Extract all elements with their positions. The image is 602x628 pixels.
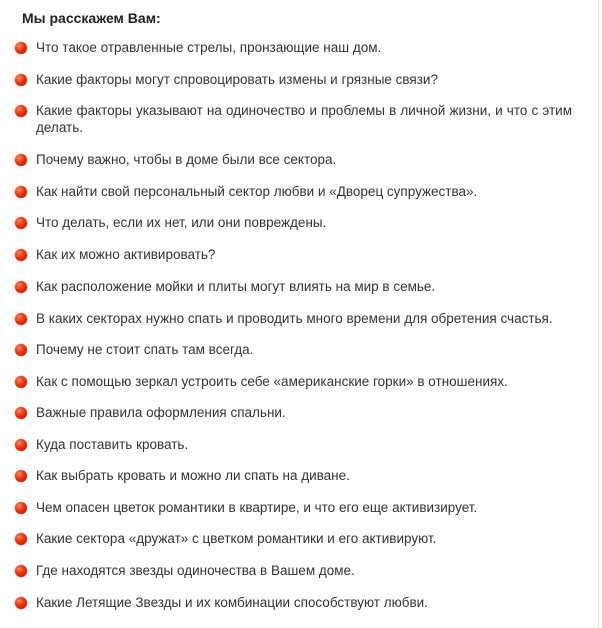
list-item-text: Какие Летящие Звезды и их комбинации способствуют любви. (36, 595, 428, 610)
list-item-text: Какие факторы указывают на одиночество и проблемы в личной жизни, и что с этим делать. (36, 103, 572, 135)
list-item-text: Чем опасен цветок романтики в квартире, и что его еще активизирует. (36, 500, 478, 515)
list-item-text: Как их можно активировать? (36, 247, 216, 262)
list-item-text: Что делать, если их нет, или они повреждены. (36, 215, 327, 230)
red-circle-bullet-icon (15, 344, 27, 356)
list-item-text: Что такое отравленные стрелы, пронзающие наш дом. (36, 40, 382, 55)
list-item-text: Важные правила оформления спальни. (36, 405, 286, 420)
red-circle-bullet-icon (15, 281, 27, 293)
red-circle-bullet-icon (15, 105, 27, 117)
list-item-text: Какие факторы могут спровоцировать измены и грязные связи? (36, 72, 438, 87)
list-item-text: Как расположение мойки и плиты могут влиять на мир в семье. (36, 279, 436, 294)
list-item-text: Как выбрать кровать и можно ли спать на диване. (36, 468, 350, 483)
red-circle-bullet-icon (15, 533, 27, 545)
red-circle-bullet-icon (15, 74, 27, 86)
red-circle-bullet-icon (15, 186, 27, 198)
list-item-text: Как найти свой персональный сектор любви и «Дворец супружества». (36, 184, 478, 199)
red-circle-bullet-icon (15, 249, 27, 261)
list-item-text: В каких секторах нужно спать и проводить много времени для обретения счастья. (36, 311, 553, 326)
list-item-text: Почему не стоит спать там всегда. (36, 342, 254, 357)
red-circle-bullet-icon (15, 376, 27, 388)
red-circle-bullet-icon (15, 565, 27, 577)
red-circle-bullet-icon (15, 470, 27, 482)
list-item-text: Как с помощью зеркал устроить себе «американские горки» в отношениях. (36, 374, 508, 389)
red-circle-bullet-icon (15, 502, 27, 514)
red-circle-bullet-icon (15, 313, 27, 325)
list-item-text: Какие сектора «дружат» с цветком романтики и его активируют. (36, 531, 437, 546)
red-circle-bullet-icon (15, 217, 27, 229)
red-circle-bullet-icon (15, 42, 27, 54)
red-circle-bullet-icon (15, 407, 27, 419)
red-circle-bullet-icon (15, 154, 27, 166)
red-circle-bullet-icon (15, 439, 27, 451)
red-circle-bullet-icon (15, 597, 27, 609)
list-item-text: Куда поставить кровать. (36, 437, 189, 452)
list-item-text: Где находятся звезды одиночества в Вашем доме. (36, 563, 355, 578)
list-item-text: Почему важно, чтобы в доме были все сектора. (36, 152, 337, 167)
section-heading: Мы расскажем Вам: (22, 10, 161, 26)
